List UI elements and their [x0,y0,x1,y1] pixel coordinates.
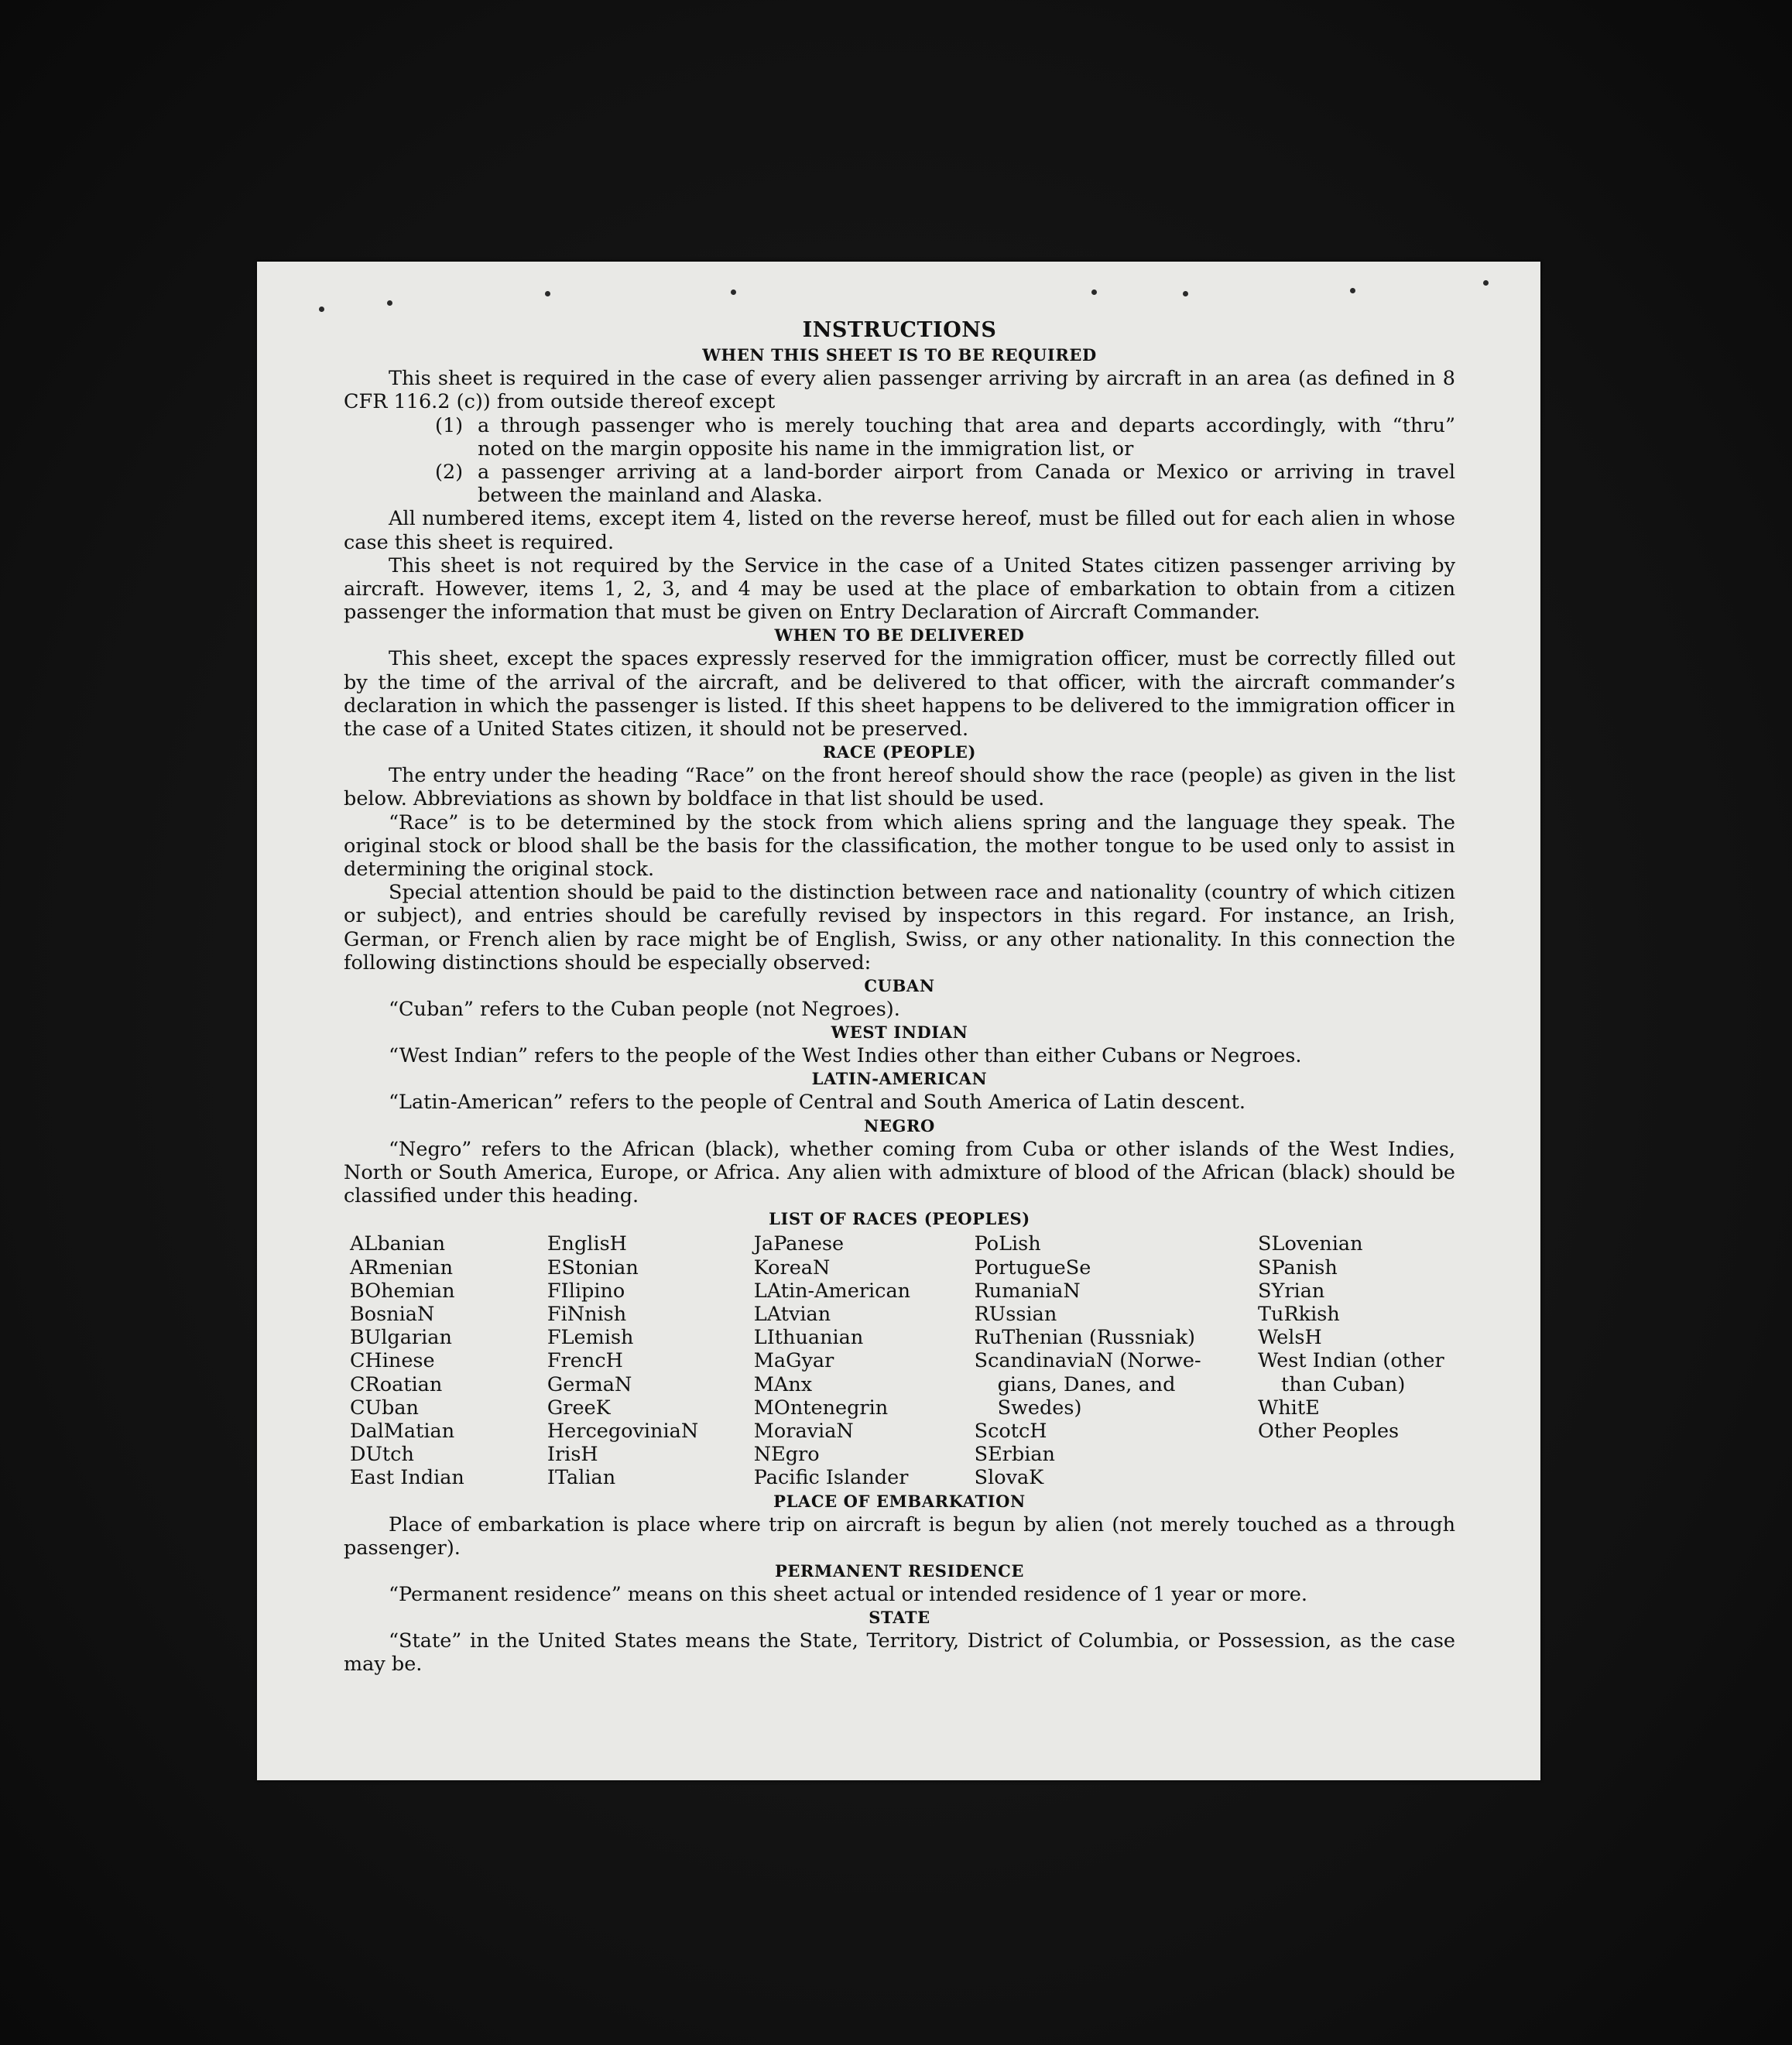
heading-race: RACE (PEOPLE) [822,742,977,762]
race-entry: TuRkish [1258,1302,1340,1326]
heading-permanent-residence: PERMANENT RESIDENCE [774,1560,1025,1581]
race-entry: RumaniaN [974,1279,1081,1303]
race-entry: BOhemian [350,1279,455,1303]
ink-speck [1183,291,1188,296]
heading-when-delivered: WHEN TO BE DELIVERED [774,625,1025,646]
race-entry-continued: Swedes) [997,1396,1082,1420]
negro-definition: “Negro” refers to the African (black), whether coming from Cuba or other islands of the West Indies, North or South America, Europe, or Africa. Any alien with admixture of blood of the African (black) should be classified under this heading. [344,1137,1455,1208]
ink-speck [731,289,736,295]
race-entry-continued: gians, Danes, and [997,1372,1176,1396]
heading-embarkation: PLACE OF EMBARKATION [773,1491,1026,1511]
document-sheet [257,262,1540,1780]
race-entry: PoLish [974,1232,1041,1256]
exception-text: a through passenger who is merely touching that area and departs accordingly, with “thru” noted on the margin opposite his name in the immigration list, or [478,413,1455,461]
race-entry: LAtvian [753,1302,831,1326]
race-entry: IrisH [547,1443,598,1467]
exception-number: (2) [435,461,464,485]
race-para-2: “Race” is to be determined by the stock from which aliens spring and the language they speak. The original stock or blood shall be the basis for the classification, the mother tongue to be used only to assist in determining the original stock. [344,810,1455,882]
ink-speck [1091,289,1097,295]
heading-latin-american: LATIN-AMERICAN [811,1069,988,1089]
race-entry: BosniaN [350,1302,435,1326]
race-entry: ALbanian [350,1232,446,1256]
ink-speck [387,300,392,306]
race-entry: MoraviaN [753,1419,854,1443]
when-required-intro: This sheet is required in the case of every alien passenger arriving by aircraft in an area (as defined in 8 CFR 116.2 (c)) from outside thereof except [344,367,1455,414]
race-list [344,1232,1455,1489]
race-entry: SLovenian [1258,1232,1363,1256]
when-required-para-3: This sheet is not required by the Service in the case of a United States citizen passenger arriving by aircraft. However, items 1, 2, 3, and 4 may be used at the place of embarkation to obtain from a citizen passenger the information that must be given on Entry Declaration of Aircraft Commander. [344,553,1455,625]
ink-speck [319,307,324,312]
ink-speck [545,291,550,296]
race-entry: GreeK [547,1396,611,1420]
race-entry: CHinese [350,1349,435,1373]
race-entry: SErbian [974,1443,1055,1467]
race-column [754,1232,975,1489]
race-entry: CRoatian [350,1372,443,1396]
race-entry: PortugueSe [974,1255,1091,1279]
race-entry-continued: than Cuban) [1281,1372,1406,1396]
race-entry: HercegoviniaN [547,1419,699,1443]
race-entry: Other Peoples [1258,1419,1400,1443]
race-entry: MaGyar [753,1349,834,1373]
race-entry: FLemish [547,1326,634,1350]
heading-cuban: CUBAN [864,976,935,996]
west-indian-definition: “West Indian” refers to the people of the West Indies other than either Cubans or Negroes. [389,1044,1302,1068]
race-entry: FIlipino [547,1279,625,1303]
exception-item [344,414,1455,461]
page-title: INSTRUCTIONS [802,318,997,342]
cuban-definition: “Cuban” refers to the Cuban people (not Negroes). [389,998,900,1022]
race-column [975,1232,1258,1489]
race-entry: SYrian [1258,1279,1325,1303]
race-entry: JaPanese [753,1232,845,1256]
heading-negro: NEGRO [864,1115,935,1136]
race-entry: SPanish [1258,1255,1338,1279]
exception-number: (1) [435,413,464,437]
race-entry: WelsH [1258,1326,1322,1350]
race-entry: Pacific Islander [753,1466,909,1490]
race-entry: NEgro [753,1443,820,1467]
when-required-para-2: All numbered items, except item 4, listed on the reverse hereof, must be filled out for each alien in whose case this sheet is required. [344,507,1455,554]
race-entry: EStonian [547,1255,639,1279]
race-entry: ARmenian [350,1255,454,1279]
race-entry: LAtin-American [753,1279,911,1303]
race-entry: DUtch [350,1443,414,1467]
race-entry: GermaN [547,1372,632,1396]
race-column [1258,1232,1455,1489]
heading-when-required: WHEN THIS SHEET IS TO BE REQUIRED [702,345,1097,365]
ink-speck [1350,288,1355,293]
race-entry: LIthuanian [753,1326,864,1350]
when-delivered-para: This sheet, except the spaces expressly reserved for the immigration officer, must be correctly filled out by the time of the arrival of the aircraft, and be delivered to that officer, with the aircraft commander’s declaration in which the passenger is listed. If this sheet happens to be delivered to the immigration officer in the case of a United States citizen, it should not be preserved. [344,647,1455,742]
race-column [344,1232,547,1489]
race-entry: CUban [350,1396,419,1420]
heading-west-indian: WEST INDIAN [831,1022,968,1043]
embarkation-definition: Place of embarkation is place where trip on aircraft is begun by alien (not merely touched as a through passenger). [344,1512,1455,1560]
race-entry: RuThenian (Russniak) [974,1326,1195,1350]
race-entry: FrencH [547,1349,623,1373]
race-entry: RUssian [974,1302,1057,1326]
residence-definition: “Permanent residence” means on this sheet actual or intended residence of 1 year or more. [389,1582,1307,1606]
race-entry: ITalian [547,1466,616,1490]
race-entry: East Indian [350,1466,464,1490]
race-column [547,1232,754,1489]
race-entry: MOntenegrin [753,1396,889,1420]
exception-item [344,461,1455,507]
race-entry: SlovaK [974,1466,1044,1490]
state-definition: “State” in the United States means the State, Territory, District of Columbia, or Possession, as the case may be. [344,1629,1455,1677]
race-entry: KoreaN [753,1255,831,1279]
race-entry: EnglisH [547,1232,627,1256]
heading-state: STATE [869,1608,930,1628]
race-para-3: Special attention should be paid to the distinction between race and nationality (country of which citizen or subject), and entries should be carefully revised by inspectors in this regard. For instance, an Irish, German, or French alien by race might be of English, Swiss, or any other nationality. In this connection the following distinctions should be especially observed: [344,881,1455,975]
heading-list-of-races: LIST OF RACES (PEOPLES) [769,1209,1030,1229]
race-entry: MAnx [753,1372,813,1396]
race-entry: BUlgarian [350,1326,452,1350]
race-para-1: The entry under the heading “Race” on the front hereof should show the race (people) as given in the list below. Abbreviations as shown by boldface in that list should be used. [344,764,1455,811]
exception-text: a passenger arriving at a land-border airport from Canada or Mexico or arriving in travel between the mainland and Alaska. [478,461,1455,508]
race-entry: WhitE [1258,1396,1320,1420]
instructions-body [344,319,1455,1677]
race-entry: ScandinaviaN (Norwe- [974,1349,1201,1373]
race-entry: West Indian (other [1258,1349,1444,1373]
race-entry: DalMatian [350,1419,455,1443]
latin-american-definition: “Latin-American” refers to the people of Central and South America of Latin descent. [389,1091,1246,1115]
ink-speck [1483,280,1489,286]
race-entry: FiNnish [547,1302,627,1326]
race-entry: ScotcH [974,1419,1047,1443]
